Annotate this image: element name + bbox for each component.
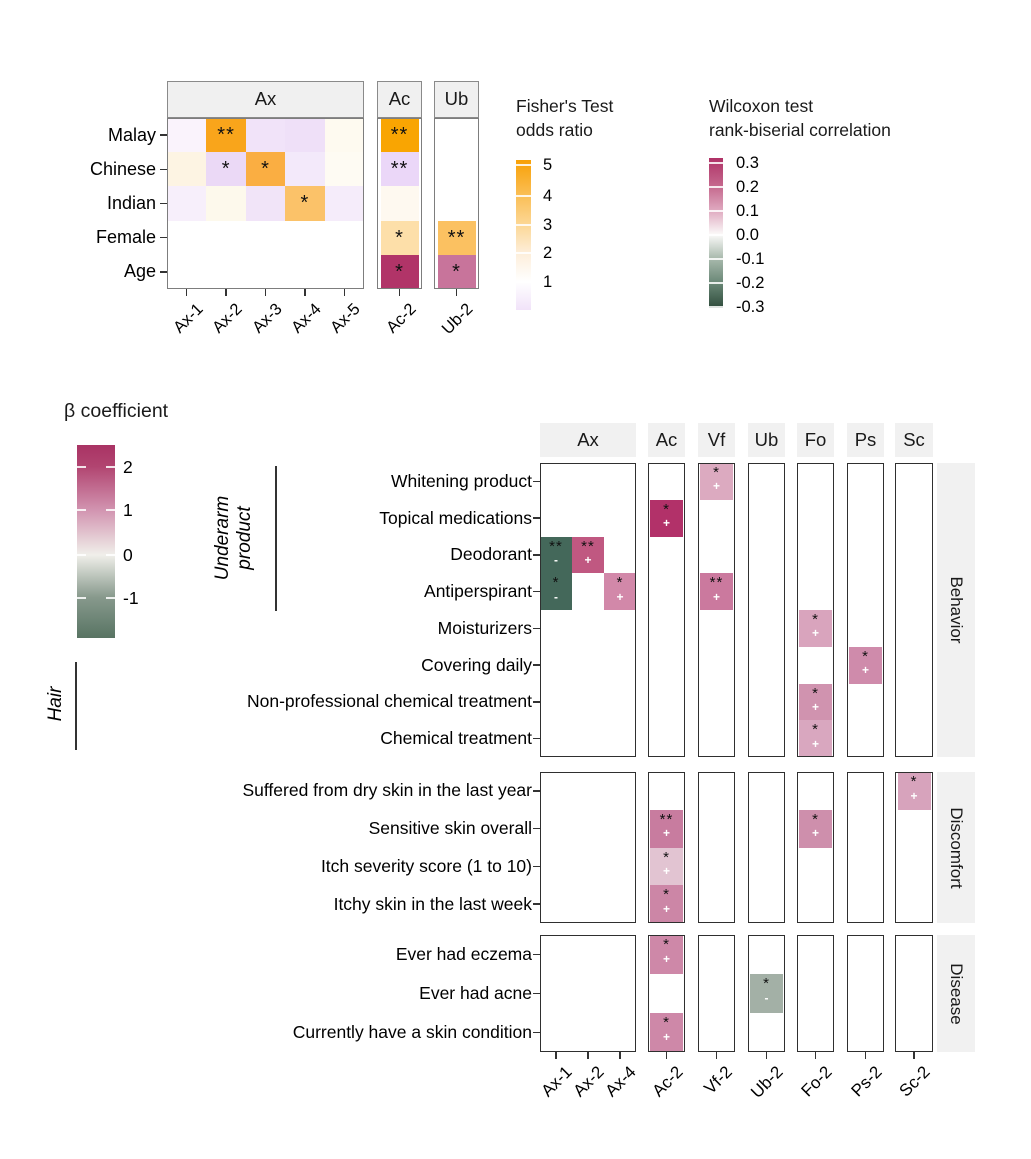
- x-axis-label: Vf-2: [700, 1062, 737, 1098]
- x-axis-tick: [913, 1052, 915, 1059]
- legend-tick-mark: [709, 306, 723, 308]
- direction-sign: +: [811, 736, 819, 751]
- row-group-label: Disease: [947, 962, 966, 1025]
- y-axis-label: Moisturizers: [437, 617, 532, 638]
- significance-stars: **: [390, 124, 409, 146]
- y-axis-tick: [533, 664, 540, 666]
- significance-stars: *: [300, 192, 310, 215]
- legend-tick-mark: [709, 282, 723, 284]
- heatmap-cell: [167, 152, 206, 186]
- y-axis-label: Non-professional chemical treatment: [247, 691, 532, 712]
- legend-tick-mark: [709, 234, 723, 236]
- facet-strip-label: Ax: [577, 429, 599, 450]
- legend-tick-mark: [516, 195, 531, 197]
- significance-stars: *: [812, 611, 819, 628]
- facet-strip-label: Ub: [444, 88, 469, 109]
- legend-tick-label: 0.2: [736, 178, 759, 196]
- significance-stars: **: [447, 226, 466, 249]
- significance-stars: *: [663, 886, 670, 904]
- facet-strip-label: Ac: [655, 429, 678, 450]
- heatmap-cell: [167, 118, 206, 152]
- y-axis-label: Indian: [106, 193, 156, 213]
- facet-strip-label: Sc: [903, 429, 925, 450]
- direction-sign: -: [554, 552, 558, 567]
- significance-stars: **: [709, 574, 724, 592]
- y-axis-label: Topical medications: [379, 507, 532, 528]
- y-axis-label: Chinese: [89, 158, 156, 179]
- y-axis-label: Itchy skin in the last week: [333, 893, 532, 914]
- x-axis-tick: [666, 1052, 668, 1059]
- y-axis-tick: [160, 203, 167, 205]
- direction-sign: +: [662, 864, 670, 879]
- legend-tick-label: 4: [543, 187, 553, 205]
- x-axis-label: Ub-2: [438, 300, 477, 339]
- row-group-label: Behavior: [947, 576, 966, 644]
- legend-tick-mark: [106, 597, 115, 599]
- direction-sign: +: [712, 589, 720, 604]
- heatmap-cell: [246, 186, 285, 220]
- heatmap-cell: [206, 186, 245, 220]
- significance-stars: **: [217, 124, 235, 146]
- heatmap-panel: [698, 463, 735, 757]
- legend-tick-mark: [106, 509, 115, 511]
- direction-sign: +: [712, 479, 720, 494]
- significance-stars: *: [663, 848, 670, 866]
- legend-tick-mark: [106, 466, 115, 468]
- significance-stars: *: [713, 464, 720, 481]
- legend-tick-mark: [709, 258, 723, 260]
- x-axis-label: Fo-2: [797, 1062, 836, 1101]
- heatmap-panel: [698, 935, 735, 1052]
- legend-tick-label: -0.1: [736, 250, 765, 268]
- heatmap-panel: [748, 463, 785, 757]
- x-axis-tick: [456, 289, 458, 296]
- y-axis-label: Malay: [107, 124, 156, 145]
- legend-tick-mark: [77, 466, 86, 468]
- facet-strip-label: Ac: [388, 88, 411, 109]
- beta-legend-colorbar: [77, 445, 115, 638]
- x-axis-label: Ps-2: [847, 1062, 886, 1101]
- y-axis-label: Covering daily: [421, 654, 532, 675]
- legend-tick-label: 2: [543, 244, 553, 262]
- legend-tick-label: 1: [123, 500, 133, 520]
- wilcoxon-legend-title: [709, 94, 891, 142]
- y-axis-label: Deodorant: [450, 544, 532, 565]
- underarm-product-bracket-line: [275, 466, 277, 611]
- legend-tick-label: 0.3: [736, 154, 759, 172]
- x-axis-tick: [716, 1052, 718, 1059]
- facet-strip-label: Fo: [804, 429, 827, 450]
- direction-sign: +: [910, 788, 918, 803]
- heatmap-cell: [381, 186, 419, 220]
- significance-stars: *: [812, 721, 819, 739]
- significance-stars: *: [395, 226, 404, 249]
- significance-stars: **: [390, 158, 409, 181]
- y-axis-tick: [160, 271, 167, 273]
- underarm-label-line1: Underarm: [212, 495, 233, 581]
- direction-sign: +: [616, 589, 624, 604]
- significance-stars: *: [812, 810, 819, 828]
- heatmap-panel: [698, 772, 735, 923]
- legend-tick-label: 0.1: [736, 202, 759, 220]
- significance-stars: *: [812, 684, 819, 702]
- legend-tick-label: 0: [123, 545, 133, 565]
- legend-tick-mark: [709, 162, 723, 164]
- heatmap-cell: [285, 152, 324, 186]
- x-axis-tick: [225, 289, 227, 296]
- y-axis-label: Antiperspirant: [424, 581, 532, 602]
- heatmap-panel: [847, 935, 884, 1052]
- y-axis-tick: [533, 903, 540, 905]
- x-axis-label: Ax-3: [248, 300, 286, 337]
- y-axis-tick: [533, 828, 540, 830]
- significance-stars: *: [616, 574, 624, 592]
- hair-bracket-label: Hair: [45, 686, 66, 722]
- legend-tick-mark: [516, 252, 531, 254]
- wilcoxon-legend-title-line2: rank-biserial correlation: [709, 120, 891, 140]
- significance-stars: **: [659, 810, 674, 828]
- direction-sign: -: [554, 589, 558, 604]
- x-axis-label: Sc-2: [895, 1062, 934, 1101]
- heatmap-panel: [797, 935, 834, 1052]
- significance-stars: *: [395, 260, 404, 283]
- legend-tick-mark: [106, 554, 115, 556]
- direction-sign: +: [662, 901, 670, 916]
- legend-tick-mark: [77, 554, 86, 556]
- x-axis-tick: [304, 289, 306, 296]
- heatmap-panel: [847, 772, 884, 923]
- x-axis-label: Ax-1: [537, 1062, 576, 1101]
- x-axis-label: Ax-2: [569, 1062, 608, 1101]
- y-axis-label: Ever had acne: [419, 983, 532, 1003]
- direction-sign: +: [662, 1030, 670, 1045]
- y-axis-label: Age: [123, 261, 156, 282]
- heatmap-cell: [325, 118, 364, 152]
- legend-tick-label: 5: [543, 156, 553, 174]
- significance-stars: *: [261, 158, 270, 181]
- y-axis-label: Female: [95, 227, 156, 248]
- y-axis-tick: [533, 790, 540, 792]
- y-axis-tick: [533, 738, 540, 740]
- x-axis-tick: [865, 1052, 867, 1059]
- legend-tick-label: 2: [123, 457, 133, 477]
- significance-stars: **: [581, 537, 595, 555]
- legend-tick-mark: [709, 210, 723, 212]
- significance-stars: *: [663, 500, 670, 518]
- x-axis-tick: [555, 1052, 557, 1059]
- significance-stars: *: [452, 260, 461, 283]
- facet-strip-label: Ps: [854, 429, 877, 450]
- y-axis-label: Ever had eczema: [395, 944, 532, 964]
- x-axis-tick: [265, 289, 267, 296]
- heatmap-panel: [540, 463, 636, 757]
- legend-tick-label: 1: [543, 273, 553, 291]
- direction-sign: +: [811, 826, 819, 841]
- x-axis-tick: [399, 289, 401, 296]
- x-axis-tick: [619, 1052, 621, 1059]
- direction-sign: +: [811, 699, 819, 714]
- significance-stars: **: [549, 537, 563, 555]
- underarm-label-line2: product: [234, 506, 255, 570]
- heatmap-panel: [540, 935, 636, 1052]
- y-axis-label: Itch severity score (1 to 10): [320, 855, 532, 876]
- y-axis-tick: [533, 554, 540, 556]
- wilcoxon-legend-colorbar: [709, 158, 723, 308]
- beta-legend-title: β coefficient: [64, 400, 169, 422]
- fisher-legend-colorbar: [516, 160, 531, 310]
- row-group-label: Discomfort: [947, 806, 966, 889]
- x-axis-label: Ub-2: [746, 1062, 787, 1102]
- heatmap-cell: [325, 152, 364, 186]
- y-axis-label: Chemical treatment: [380, 728, 532, 749]
- y-axis-tick: [533, 954, 540, 956]
- direction-sign: +: [811, 626, 819, 641]
- legend-tick-mark: [516, 224, 531, 226]
- fisher-legend-title-line2: odds ratio: [516, 120, 593, 140]
- y-axis-tick: [533, 591, 540, 593]
- direction-sign: +: [584, 552, 592, 567]
- legend-tick-label: -0.2: [736, 274, 765, 292]
- x-axis-tick: [815, 1052, 817, 1059]
- y-axis-label: Suffered from dry skin in the last year: [242, 780, 532, 801]
- fisher-legend-title: [516, 94, 613, 142]
- legend-tick-label: 3: [543, 216, 553, 234]
- y-axis-label: Whitening product: [390, 470, 532, 491]
- x-axis-label: Ac-2: [648, 1062, 687, 1101]
- facet-strip-label: Ub: [754, 429, 779, 450]
- x-axis-label: Ax-1: [169, 300, 207, 337]
- y-axis-tick: [533, 701, 540, 703]
- hair-bracket-line: [75, 662, 77, 750]
- x-axis-label: Ax-2: [209, 300, 246, 337]
- heatmap-cell: [325, 186, 364, 220]
- significance-stars: *: [663, 1014, 670, 1031]
- significance-stars: *: [862, 647, 869, 665]
- heatmap-cell: [285, 118, 324, 152]
- heatmap-panel: [797, 772, 834, 923]
- legend-tick-mark: [77, 509, 86, 511]
- legend-tick-mark: [77, 597, 86, 599]
- y-axis-tick: [160, 237, 167, 239]
- y-axis-tick: [533, 628, 540, 630]
- significance-stars: *: [763, 975, 770, 992]
- y-axis-label: Currently have a skin condition: [292, 1022, 532, 1042]
- x-axis-tick: [344, 289, 346, 296]
- x-axis-tick: [766, 1052, 768, 1059]
- heatmap-panel: [540, 772, 636, 923]
- direction-sign: +: [861, 663, 869, 678]
- y-axis-tick: [533, 866, 540, 868]
- y-axis-tick: [533, 993, 540, 995]
- facet-strip-label: Ax: [254, 88, 277, 109]
- direction-sign: +: [662, 952, 670, 967]
- legend-tick-mark: [709, 186, 723, 188]
- significance-stars: *: [221, 158, 231, 181]
- y-axis-tick: [160, 134, 167, 136]
- significance-stars: *: [910, 773, 918, 790]
- legend-tick-mark: [516, 164, 531, 166]
- x-axis-label: Ax-4: [287, 300, 325, 337]
- y-axis-label: Sensitive skin overall: [368, 818, 532, 839]
- significance-stars: *: [663, 936, 670, 953]
- x-axis-label: Ac-2: [382, 300, 420, 337]
- y-axis-tick: [533, 517, 540, 519]
- legend-tick-label: 0.0: [736, 226, 759, 244]
- y-axis-tick: [533, 481, 540, 483]
- heatmap-panel: [895, 463, 933, 757]
- heatmap-panel: [748, 772, 785, 923]
- x-axis-label: Ax-4: [601, 1062, 640, 1101]
- direction-sign: +: [662, 516, 670, 531]
- legend-tick-label: -0.3: [736, 298, 765, 316]
- heatmap-panel: [895, 935, 933, 1052]
- significance-stars: *: [552, 574, 560, 592]
- x-axis-label: Ax-5: [327, 300, 365, 337]
- y-axis-tick: [160, 169, 167, 171]
- heatmap-panel: [847, 463, 884, 757]
- direction-sign: +: [662, 826, 670, 841]
- facet-strip-label: Vf: [707, 429, 726, 450]
- direction-sign: -: [764, 991, 769, 1006]
- y-axis-tick: [533, 1032, 540, 1034]
- x-axis-tick: [186, 289, 188, 296]
- heatmap-cell: [167, 186, 206, 220]
- wilcoxon-legend-title-line1: Wilcoxon test: [709, 96, 814, 116]
- fisher-legend-title-line1: Fisher's Test: [516, 96, 614, 116]
- heatmap-cell: [246, 118, 285, 152]
- x-axis-tick: [587, 1052, 589, 1059]
- legend-tick-mark: [516, 281, 531, 283]
- legend-tick-label: -1: [123, 588, 139, 608]
